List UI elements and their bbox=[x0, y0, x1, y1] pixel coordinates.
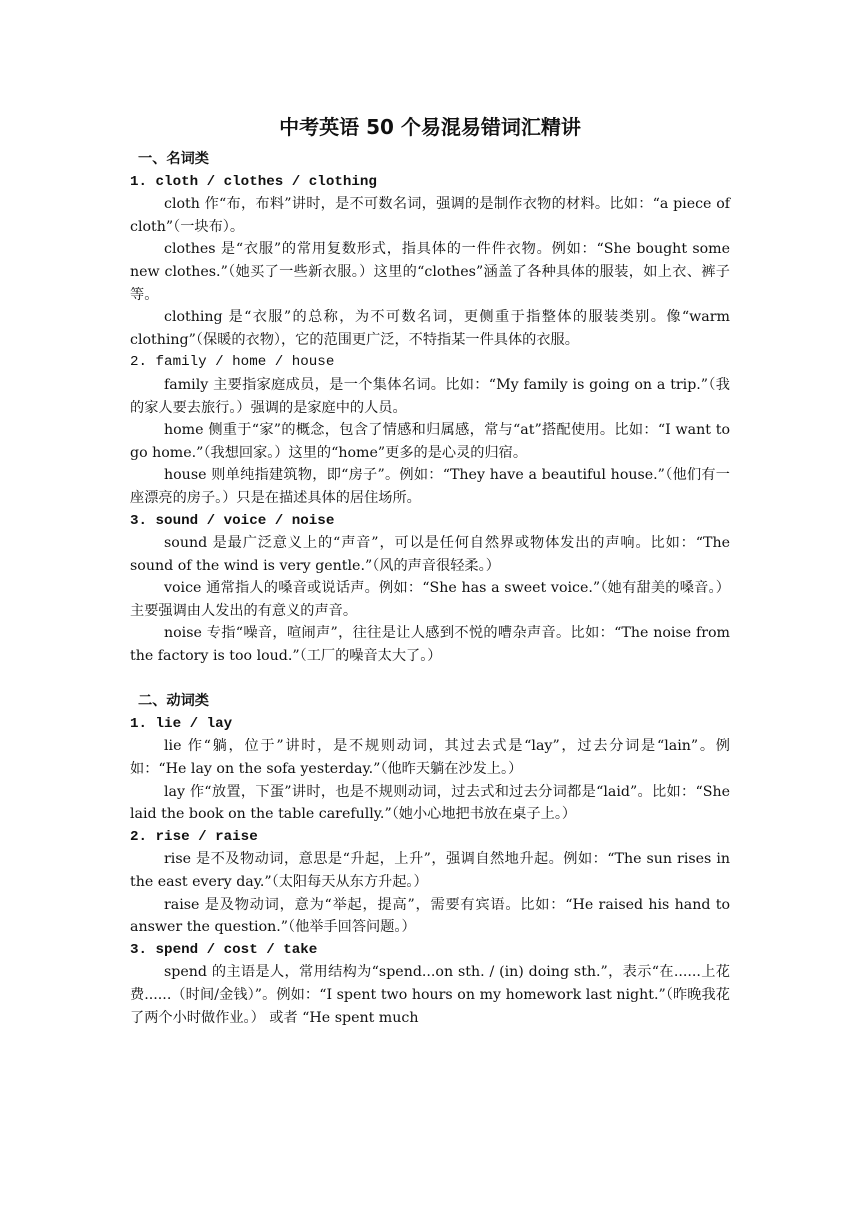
entry-paragraph: lie 作“躺，位于”讲时，是不规则动词，其过去式是“lay”，过去分词是“lain”。例如：“He lay on the sofa yesterday.”（他昨天躺在沙发上。） bbox=[130, 738, 730, 778]
section-heading: 一、名词类 bbox=[138, 151, 209, 167]
entry-heading: 2. family / home / house bbox=[130, 354, 335, 371]
entry-paragraph: voice 通常指人的嗓音或说话声。例如：“She has a sweet voice.”（她有甜美的嗓音。）主要强调由人发出的有意义的声音。 bbox=[130, 580, 730, 619]
entry-cloth bbox=[130, 171, 730, 352]
entry-paragraph: clothing 是“衣服”的总称，为不可数名词，更侧重于指整体的服装类别。像“warm clothing”（保暖的衣物），它的范围更广泛，不特指某一件具体的衣服。 bbox=[130, 309, 730, 348]
entry-heading: 1. lie / lay bbox=[130, 715, 233, 732]
entry-sound bbox=[130, 510, 730, 668]
entry-paragraph: noise 专指“噪音，喧闹声”，往往是让人感到不悦的嘈杂声音。比如：“The noise from the factory is too loud.”（工厂的噪音太大了。） bbox=[130, 625, 730, 665]
entry-lie bbox=[130, 713, 730, 826]
entry-paragraph: clothes 是“衣服”的常用复数形式，指具体的一件件衣物。例如：“She bought some new clothes.”（她买了一些新衣服。）这里的“clothes”涵盖了各种具体的服装，如上衣、裤子等。 bbox=[130, 241, 730, 303]
entry-paragraph: raise 是及物动词，意为“举起，提高”，需要有宾语。比如：“He raised his hand to answer the question.”（他举手回答问题。） bbox=[130, 896, 730, 936]
entry-paragraph: house 则单纯指建筑物，即“房子”。例如：“They have a beautiful house.”（他们有一座漂亮的房子。）只是在描述具体的居住场所。 bbox=[130, 467, 730, 506]
entry-paragraph: family 主要指家庭成员，是一个集体名词。比如：“My family is going on a trip.”（我的家人要去旅行。）强调的是家庭中的人员。 bbox=[130, 376, 730, 416]
entry-heading: 3. spend / cost / take bbox=[130, 941, 318, 958]
document-body bbox=[130, 148, 730, 1029]
entry-family bbox=[130, 351, 730, 509]
entry-paragraph: spend 的主语是人，常用结构为“spend...on sth. / (in) doing sth.”，表示“在......上花费......（时间/金钱）”。例如：“I spent two hours on my homework last night.”（昨晚我花了两个小时做作业。） 或者 “He spent much bbox=[130, 964, 730, 1026]
section-nouns bbox=[130, 148, 730, 668]
entry-rise bbox=[130, 826, 730, 939]
document-title: 中考英语 50 个易混易错词汇精讲 bbox=[279, 115, 581, 139]
entry-paragraph: rise 是不及物动词，意思是“升起，上升”，强调自然地升起。例如：“The sun rises in the east every day.”（太阳每天从东方升起。） bbox=[130, 851, 730, 890]
entry-heading: 2. rise / raise bbox=[130, 828, 258, 845]
entry-paragraph: sound 是最广泛意义上的“声音”，可以是任何自然界或物体发出的声响。比如：“The sound of the wind is very gentle.”（风的声音很轻柔。） bbox=[130, 535, 730, 574]
entry-heading: 1. cloth / clothes / clothing bbox=[130, 173, 377, 190]
section-spacer bbox=[130, 668, 730, 691]
entry-paragraph: lay 作“放置，下蛋”讲时，也是不规则动词，过去式和过去分词都是“laid”。比如：“She laid the book on the table carefully.”（她小心地把书放在桌子上。） bbox=[130, 783, 730, 823]
entry-spend bbox=[130, 939, 730, 1029]
entry-heading: 3. sound / voice / noise bbox=[130, 512, 335, 529]
section-heading: 二、动词类 bbox=[138, 693, 209, 710]
entry-paragraph: home 侧重于“家”的概念，包含了情感和归属感，常与“at”搭配使用。比如：“I want to go home.”（我想回家。）这里的“home”更多的是心灵的归宿。 bbox=[130, 422, 730, 461]
section-verbs bbox=[130, 690, 730, 1029]
entry-paragraph: cloth 作“布，布料”讲时，是不可数名词，强调的是制作衣物的材料。比如：“a piece of cloth”（一块布）。 bbox=[130, 196, 730, 235]
